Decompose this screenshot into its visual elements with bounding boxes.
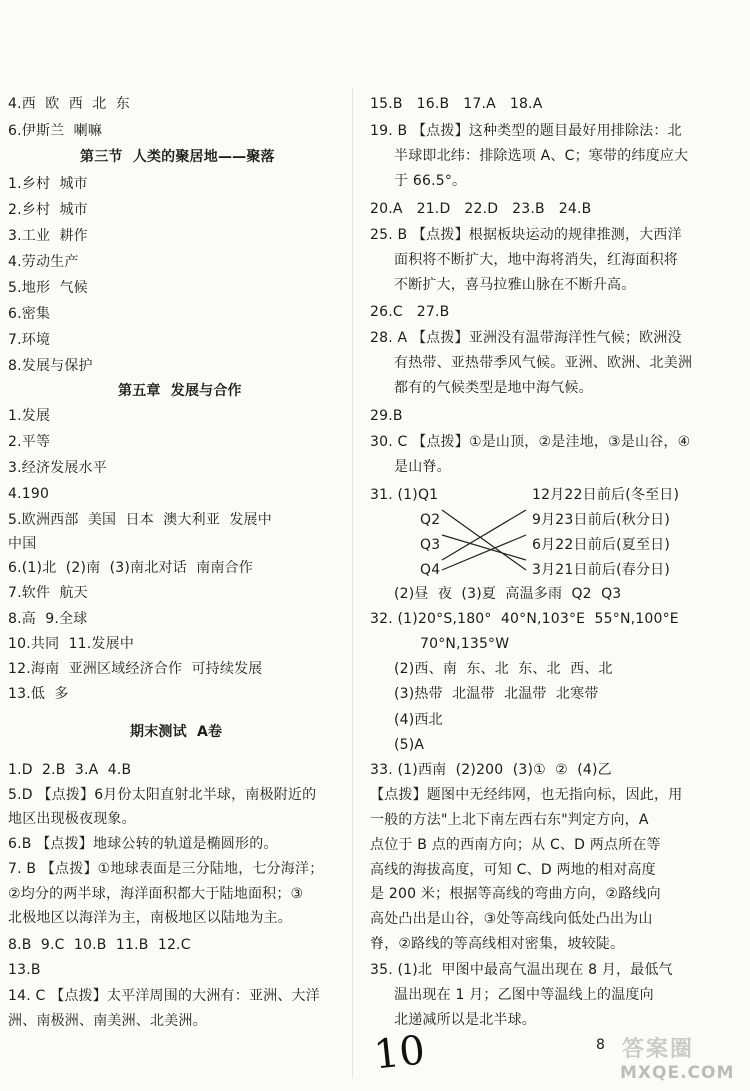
answer-line: 1.发展	[8, 408, 51, 424]
answer-line: 13.低 多	[8, 686, 69, 702]
answer-line: 【点拨】题图中无经纬网，也无指向标，因此，用	[370, 787, 683, 803]
answer-line: 5.D 【点拨】6月份太阳直射北半球，南极附近的	[8, 787, 317, 803]
answer-line: 26.C 27.B	[370, 304, 450, 320]
watermark-url: MXQE.COM	[620, 1063, 735, 1083]
q31-right-item: 6月22日前后(夏至日)	[532, 537, 671, 553]
answer-line: 北极地区以海洋为主，南极地区以陆地为主。	[8, 910, 292, 926]
answer-line: 高处凸出是山谷，③处等高线向低处凸出为山	[370, 911, 653, 927]
answer-line: 5.欧洲西部 美国 日本 澳大利亚 发展中	[8, 512, 272, 528]
answer-line: 6.(1)北 (2)南 (3)南北对话 南南合作	[8, 560, 253, 576]
answer-line: 4.190	[8, 486, 50, 502]
q31-right-item: 9月23日前后(秋分日)	[532, 512, 671, 528]
answer-line: 是山脊。	[394, 459, 451, 475]
answer-line: 7. B 【点拨】①地球表面是三分陆地，七分海洋；	[8, 861, 324, 877]
match-line	[442, 535, 526, 560]
q31-right-item: 12月22日前后(冬至日)	[532, 487, 680, 503]
test-heading: 期末测试 A卷	[130, 724, 223, 740]
answer-line: 不断扩大，喜马拉雅山脉在不断升高。	[394, 277, 636, 293]
answer-line: 高线的海拔高度，可知 C、D 两地的相对高度	[370, 862, 656, 878]
answer-line: 点位于 B 点的西南方向；从 C、D 两点所在等	[370, 837, 661, 853]
answer-line: 15.B 16.B 17.A 18.A	[370, 96, 543, 112]
answer-line: 29.B	[370, 408, 403, 424]
q31-left-item: Q3	[420, 537, 441, 553]
answer-line: 7.软件 航天	[8, 585, 88, 601]
answer-line: 都有的气候类型是地中海气候。	[394, 380, 593, 396]
answer-line: 6.B 【点拨】地球公转的轨道是椭圆形的。	[8, 836, 278, 852]
answer-line: 6.伊斯兰 喇嘛	[8, 123, 103, 139]
answer-line: 70°N,135°W	[420, 636, 510, 652]
watermark	[602, 1028, 750, 1091]
chapter-heading: 第五章 发展与合作	[118, 383, 242, 399]
answer-line: (3)热带 北温带 北温带 北寒带	[394, 686, 599, 702]
answer-line: 半球即北纬：排除选项 A、C；寒带的纬度应大	[394, 148, 689, 164]
answer-line: 3.工业 耕作	[8, 228, 88, 244]
answer-line: 20.A 21.D 22.D 23.B 24.B	[370, 201, 592, 217]
answer-line: ②均分的两半球，海洋面积都大于陆地面积；③	[8, 886, 304, 902]
answer-line: 4.西 欧 西 北 东	[8, 96, 130, 112]
answer-line: 8.发展与保护	[8, 358, 93, 374]
handwritten-number: 10	[371, 1027, 428, 1079]
answer-line: 13.B	[8, 962, 41, 978]
answer-line: 5.地形 气候	[8, 280, 88, 296]
answer-line: 是 200 米；根据等高线的弯曲方向，②路线向	[370, 886, 661, 902]
answer-line: (4)西北	[394, 712, 443, 728]
answer-line: 33. (1)西南 (2)200 (3)① ② (4)乙	[370, 762, 612, 778]
answer-line: 25. B 【点拨】根据板块运动的规律推测，大西洋	[370, 227, 682, 243]
answer-line: 1.D 2.B 3.A 4.B	[8, 762, 132, 778]
answer-line: 北递减所以是北半球。	[394, 1012, 536, 1028]
answer-line: 中国	[8, 536, 37, 552]
answer-line: 1.乡村 城市	[8, 176, 88, 192]
answer-line: 脊，②路线的等高线相对密集，坡较陡。	[370, 936, 625, 952]
answer-line: 2.平等	[8, 434, 51, 450]
column-divider	[352, 88, 353, 1078]
answer-line: (5)A	[394, 737, 425, 753]
answer-line: 14. C 【点拨】太平洋周围的大洲有：亚洲、大洋	[8, 988, 320, 1004]
answer-line: 8.B 9.C 10.B 11.B 12.C	[8, 937, 191, 953]
section-heading: 第三节 人类的聚居地——聚落	[80, 149, 275, 165]
q31-left-item: Q2	[420, 512, 441, 528]
answer-line: (2)西、南 东、北 东、北 西、北	[394, 661, 613, 677]
answer-line: 19. B 【点拨】这种类型的题目最好用排除法：北	[370, 123, 682, 139]
answer-line: 4.劳动生产	[8, 254, 79, 270]
answer-line: (2)昼 夜 (3)夏 高温多雨 Q2 Q3	[394, 586, 622, 602]
answer-line: 8.高 9.全球	[8, 611, 88, 627]
answer-line: 28. A 【点拨】亚洲没有温带海洋性气候；欧洲没	[370, 330, 682, 346]
answer-line: 一般的方法"上北下南左西右东"判定方向，A	[370, 812, 649, 828]
answer-line: 面积将不断扩大，地中海将消失，红海面积将	[394, 252, 678, 268]
answer-line: 温出现在 1 月；乙图中等温线上的温度向	[394, 987, 654, 1003]
matching-lines	[396, 507, 536, 587]
answer-line: 6.密集	[8, 306, 51, 322]
answer-line: 7.环境	[8, 332, 51, 348]
answer-line: 12.海南 亚洲区域经济合作 可持续发展	[8, 661, 263, 677]
answer-line: 35. (1)北 甲图中最高气温出现在 8 月，最低气	[370, 962, 673, 978]
answer-line: 32. (1)20°S,180° 40°N,103°E 55°N,100°E	[370, 611, 679, 627]
answer-line: 于 66.5°。	[394, 173, 467, 189]
q31-label: 31. (1)Q1	[370, 487, 439, 503]
q31-left-item: Q4	[420, 562, 441, 578]
q31-right-item: 3月21日前后(春分日)	[532, 562, 671, 578]
answer-line: 3.经济发展水平	[8, 460, 107, 476]
answer-line: 地区出现极夜现象。	[8, 811, 136, 827]
watermark-logo-text: 答案圈	[622, 1037, 695, 1062]
answer-line: 洲、南极洲、南美洲、北美洲。	[8, 1013, 207, 1029]
answer-line: 10.共同 11.发展中	[8, 636, 135, 652]
answer-line: 30. C 【点拨】①是山顶，②是洼地，③是山谷，④	[370, 434, 691, 450]
answer-line: 有热带、亚热带季风气候。亚洲、欧洲、北美洲	[394, 355, 693, 371]
answer-line: 2.乡村 城市	[8, 202, 88, 218]
page-number: 8	[596, 1037, 605, 1053]
